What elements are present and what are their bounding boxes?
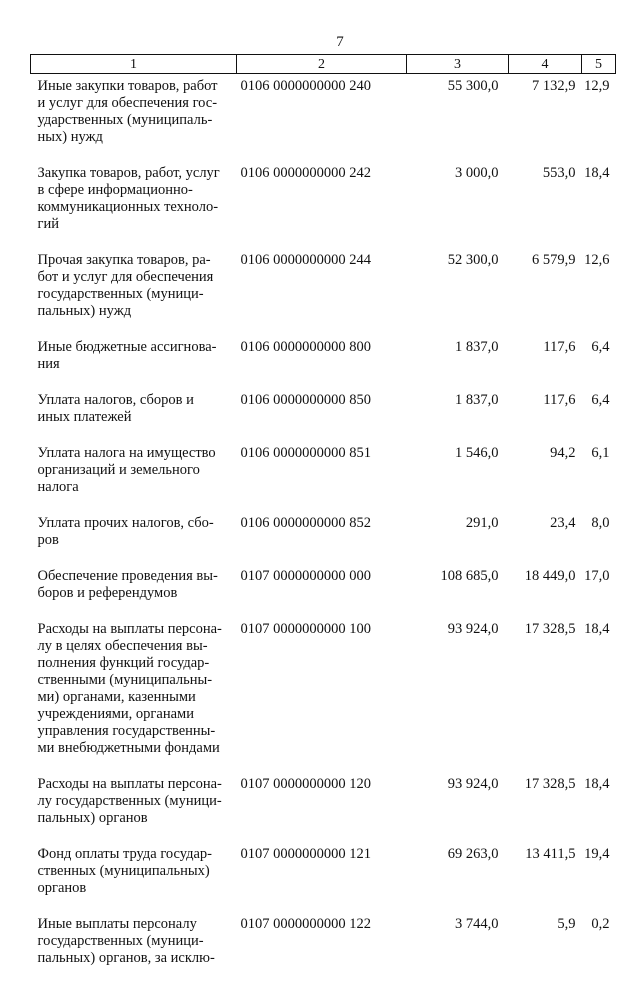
row-name: Фонд оплаты труда государ- ственных (муниципальных) органов	[37, 845, 212, 896]
header-col-2: 2	[237, 55, 407, 74]
row-name: Иные закупки товаров, работ и услуг для обеспечения гос- ударственных (муниципаль- ных) нужд	[37, 77, 218, 145]
row-code: 0107 0000000000 100	[240, 620, 371, 637]
row-fact: 5,9	[557, 915, 576, 932]
table-row	[31, 392, 616, 445]
row-plan: 93 924,0	[447, 620, 499, 637]
row-name: Расходы на выплаты персона- лу государственных (муници- пальных) органов	[37, 775, 222, 826]
row-fact: 94,2	[550, 444, 576, 461]
row-plan: 1 546,0	[455, 444, 499, 461]
row-fact: 7 132,9	[532, 77, 576, 94]
row-name: Закупка товаров, работ, услуг в сфере информационно- коммуникационных техноло- гий	[37, 164, 220, 232]
row-code: 0106 0000000000 851	[240, 444, 371, 461]
row-name: Иные выплаты персоналу государственных (муници- пальных) органов, за исклю-	[37, 915, 215, 966]
row-code: 0106 0000000000 850	[240, 391, 371, 408]
row-code: 0106 0000000000 244	[240, 251, 371, 268]
row-plan: 291,0	[465, 514, 499, 531]
row-name: Уплата прочих налогов, сбо- ров	[37, 514, 214, 548]
row-percent: 18,4	[584, 164, 610, 181]
row-code: 0106 0000000000 800	[240, 338, 371, 355]
budget-table	[30, 54, 616, 986]
row-percent: 8,0	[591, 514, 610, 531]
row-percent: 6,1	[591, 444, 610, 461]
row-percent: 0,2	[591, 915, 610, 932]
row-plan: 3 744,0	[455, 915, 499, 932]
row-percent: 19,4	[584, 845, 610, 862]
header-col-3: 3	[407, 55, 509, 74]
table-row	[31, 568, 616, 621]
table-row	[31, 515, 616, 568]
table-header-row	[31, 55, 616, 74]
row-fact: 17 328,5	[524, 775, 576, 792]
row-fact: 13 411,5	[525, 845, 576, 862]
row-plan: 52 300,0	[447, 251, 499, 268]
table-row	[31, 621, 616, 776]
row-fact: 17 328,5	[524, 620, 576, 637]
row-plan: 69 263,0	[447, 845, 499, 862]
row-name: Обеспечение проведения вы- боров и референдумов	[37, 567, 218, 601]
row-code: 0106 0000000000 242	[240, 164, 371, 181]
row-plan: 1 837,0	[455, 338, 499, 355]
row-code: 0107 0000000000 120	[240, 775, 371, 792]
row-code: 0106 0000000000 240	[240, 77, 371, 94]
row-percent: 6,4	[591, 338, 610, 355]
row-name: Прочая закупка товаров, ра- бот и услуг для обеспечения государственных (муници- пальных) нужд	[37, 251, 214, 319]
row-plan: 3 000,0	[455, 164, 499, 181]
table-row	[31, 776, 616, 846]
row-code: 0107 0000000000 121	[240, 845, 371, 862]
row-plan: 108 685,0	[440, 567, 499, 584]
row-name: Расходы на выплаты персона- лу в целях обеспечения вы- полнения функций государ- ственными (муниципальны- ми) органами, казенными учреждениями, органами управления государственны- ми внебюджетными фондами	[37, 620, 222, 756]
header-col-1: 1	[31, 55, 237, 74]
row-fact: 6 579,9	[532, 251, 576, 268]
table-row	[31, 78, 616, 165]
row-code: 0107 0000000000 122	[240, 915, 371, 932]
row-percent: 17,0	[584, 567, 610, 584]
row-name: Уплата налогов, сборов и иных платежей	[37, 391, 194, 425]
row-code: 0106 0000000000 852	[240, 514, 371, 531]
row-percent: 18,4	[584, 775, 610, 792]
table-row	[31, 339, 616, 392]
row-fact: 553,0	[542, 164, 576, 181]
row-percent: 18,4	[584, 620, 610, 637]
row-plan: 55 300,0	[447, 77, 499, 94]
row-percent: 12,6	[584, 251, 610, 268]
row-fact: 117,6	[543, 391, 576, 408]
row-name: Уплата налога на имущество организаций и земельного налога	[37, 444, 216, 495]
row-fact: 23,4	[550, 514, 576, 531]
row-percent: 6,4	[591, 391, 610, 408]
row-plan: 93 924,0	[447, 775, 499, 792]
table-row	[31, 165, 616, 252]
header-col-4: 4	[509, 55, 582, 74]
table-row	[31, 916, 616, 986]
row-fact: 117,6	[543, 338, 576, 355]
page-number: 7	[336, 34, 344, 50]
row-name: Иные бюджетные ассигнова- ния	[37, 338, 217, 372]
table-row	[31, 252, 616, 339]
row-code: 0107 0000000000 000	[240, 567, 371, 584]
table-row	[31, 445, 616, 515]
row-fact: 18 449,0	[524, 567, 576, 584]
table-row	[31, 846, 616, 916]
header-col-5: 5	[582, 55, 616, 74]
row-percent: 12,9	[584, 77, 610, 94]
row-plan: 1 837,0	[455, 391, 499, 408]
